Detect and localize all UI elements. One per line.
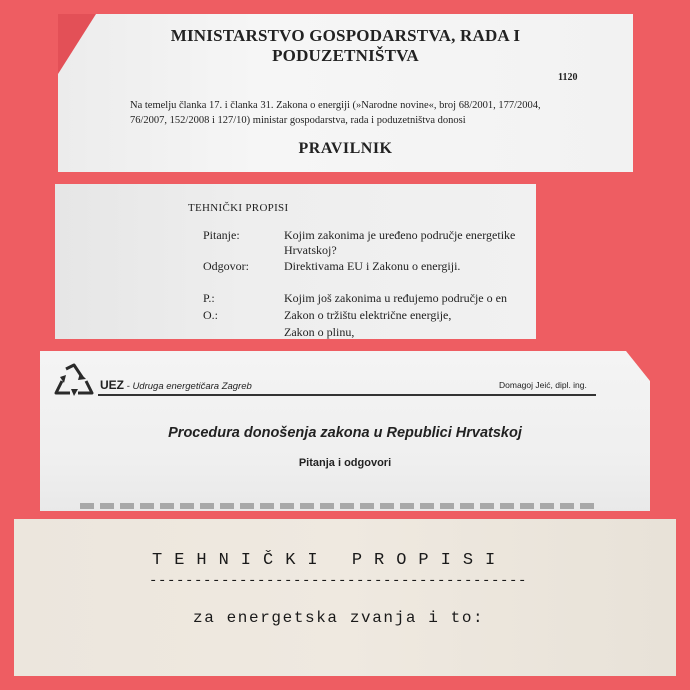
typewriter-underline: ------------------------------------------ — [149, 573, 528, 589]
author-name: Domagoj Jeić, dipl. ing. — [499, 380, 587, 390]
qa-text: Zakon o tržištu električne energije, — [284, 308, 452, 322]
typewriter-document-strip — [14, 519, 676, 676]
document-subtitle: Pitanja i odgovori — [298, 457, 392, 469]
typewriter-heading: TEHNIČKI PROPISI — [152, 551, 508, 570]
curled-corner — [626, 351, 650, 381]
organization-name — [100, 378, 252, 392]
qa-label: Odgovor: — [203, 259, 249, 273]
qa-label: Pitanje: — [203, 228, 240, 242]
recycle-triangle-logo-icon — [52, 363, 98, 399]
qa-document-strip — [55, 184, 536, 339]
ministry-title-line1: MINISTARSTVO GOSPODARSTVA, RADA I — [170, 26, 521, 45]
folded-corner — [58, 14, 96, 74]
qa-text: Hrvatskoj? — [284, 243, 337, 257]
pravilnik-document-strip — [58, 14, 633, 172]
regulation-number: 1120 — [558, 72, 578, 83]
qa-label: P.: — [203, 291, 215, 305]
preamble-text — [130, 98, 600, 128]
ministry-title-line2: PODUZETNIŠTVA — [272, 46, 419, 65]
qa-text: Zakon o plinu, — [284, 325, 355, 339]
document-title: Procedura donošenja zakona u Republici Hrvatskoj — [168, 425, 522, 441]
header-rule — [98, 394, 596, 396]
pravilnik-title: PRAVILNIK — [298, 140, 393, 157]
uez-document-strip — [40, 351, 650, 511]
preamble-line2: 76/2007, 152/2008 i 127/10) ministar gospodarstva, rada i poduzetništva donosi — [130, 115, 466, 126]
qa-text: Kojim još zakonima u ređujemo područje o en — [284, 291, 507, 305]
qa-text: Direktivama EU i Zakonu o energiji. — [284, 259, 461, 273]
typewriter-subtitle: za energetska zvanja i to: — [193, 609, 485, 627]
organization-fullname: - Udruga energetičara Zagreb — [124, 381, 252, 392]
qa-text: Kojim zakonima je uređeno područje energetike — [284, 228, 516, 242]
preamble-line1: Na temelju članka 17. i članka 31. Zakona o energiji (»Narodne novine«, broj 68/2001, 177/2004, — [130, 100, 541, 111]
cut-off-text-line — [80, 503, 600, 509]
qa-heading: TEHNIČKI PROPISI — [188, 202, 289, 214]
organization-abbr: UEZ — [100, 378, 124, 392]
qa-label: O.: — [203, 308, 218, 322]
